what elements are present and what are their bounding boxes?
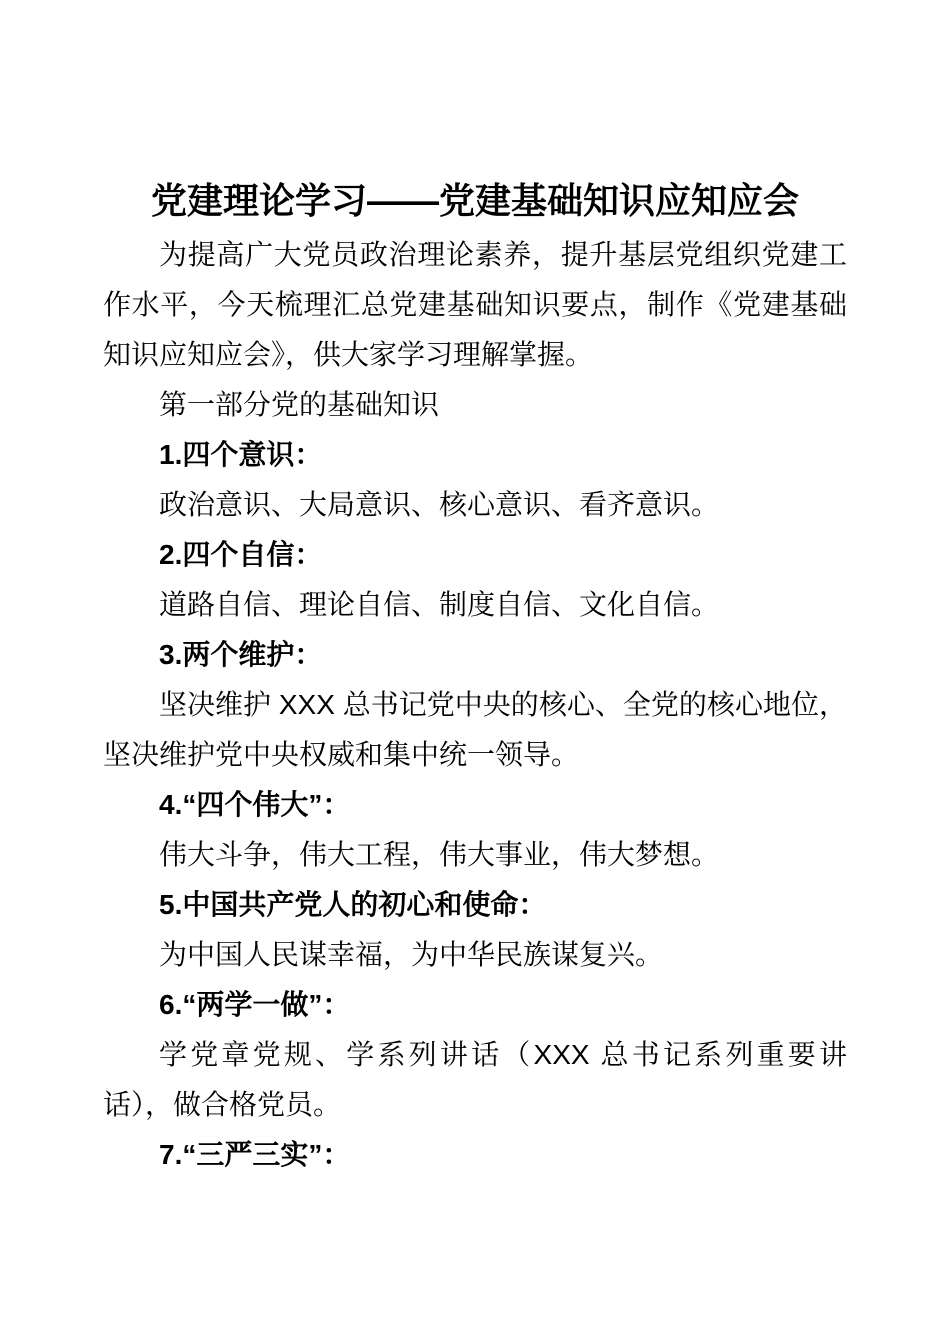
item-1-heading: 1.四个意识： <box>159 439 323 470</box>
item-6-body: 学党章党规、学系列讲话（XXX 总书记系列重要讲话），做合格党员。 <box>103 1039 847 1120</box>
document-content <box>103 0 847 1180</box>
item-7-heading: 7.“三严三实”： <box>159 1139 351 1170</box>
item-2-body: 道路自信、理论自信、制度自信、文化自信。 <box>159 589 720 620</box>
item-4-heading: 4.“四个伟大”： <box>159 789 351 820</box>
document-title: 党建理论学习——党建基础知识应知应会 <box>150 180 799 221</box>
item-2-heading: 2.四个自信： <box>159 539 323 570</box>
item-4-body: 伟大斗争，伟大工程，伟大事业，伟大梦想。 <box>159 839 720 870</box>
item-6-heading: 6.“两学一做”： <box>159 989 351 1020</box>
item-5-body: 为中国人民谋幸福，为中华民族谋复兴。 <box>159 939 664 970</box>
item-1-body: 政治意识、大局意识、核心意识、看齐意识。 <box>159 489 720 520</box>
item-5-heading: 5.中国共产党人的初心和使命： <box>159 889 547 920</box>
item-3-body: 坚决维护 XXX 总书记党中央的核心、全党的核心地位，坚决维护党中央权威和集中统一领导。 <box>103 689 847 770</box>
item-3-heading: 3.两个维护： <box>159 639 323 670</box>
section-heading: 第一部分党的基础知识 <box>159 389 440 420</box>
intro-paragraph: 为提高广大党员政治理论素养，提升基层党组织党建工作水平，今天梳理汇总党建基础知识要点，制作《党建基础知识应知应会》，供大家学习理解掌握。 <box>103 239 847 370</box>
